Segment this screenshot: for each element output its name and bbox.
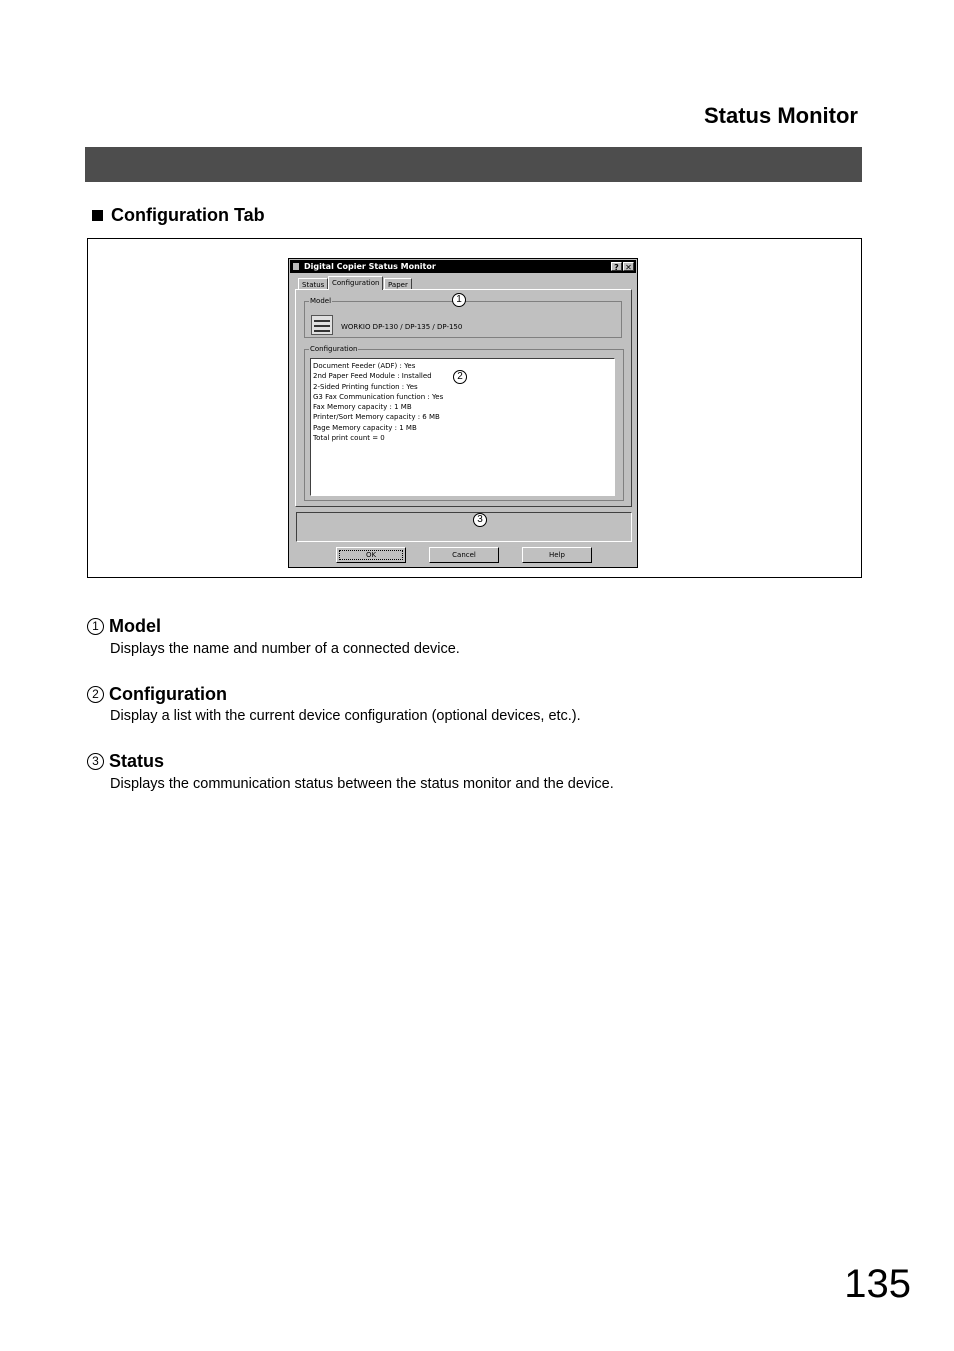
item-description: Displays the name and number of a connected device. — [110, 641, 460, 657]
dialog-title: Digital Copier Status Monitor — [304, 262, 436, 271]
item-title: Status — [109, 751, 165, 771]
tab-configuration[interactable]: Configuration — [328, 276, 383, 290]
item-heading-model — [87, 616, 161, 637]
item-description: Displays the communication status between the status monitor and the device. — [110, 776, 614, 792]
help-button[interactable]: Help — [522, 547, 592, 563]
list-item: Document Feeder (ADF) : Yes — [313, 362, 416, 370]
callout-2: 2 — [453, 370, 467, 384]
callout-3: 3 — [473, 513, 487, 527]
item-description: Display a list with the current device configuration (optional devices, etc.). — [110, 708, 581, 724]
list-item: Page Memory capacity : 1 MB — [313, 423, 417, 432]
configuration-group-label: Configuration — [310, 345, 358, 353]
ok-button-label: OK — [365, 551, 377, 559]
item-number: 1 — [87, 618, 104, 635]
list-item: Printer/Sort Memory capacity : 6 MB — [313, 413, 440, 422]
list-item: Fax Memory capacity : 1 MB — [313, 403, 412, 412]
focus-rect — [339, 550, 403, 560]
dialog-titlebar — [290, 260, 636, 273]
page-header-title: Status Monitor — [704, 103, 858, 128]
status-monitor-dialog — [288, 258, 638, 568]
help-title-button[interactable]: ? — [611, 262, 622, 271]
item-heading-configuration — [87, 684, 227, 705]
section-heading — [92, 205, 265, 226]
tab-paper[interactable]: Paper — [384, 278, 412, 290]
model-value: WORKIO DP-130 / DP-135 / DP-150 — [341, 323, 463, 331]
list-item: Total print count = 0 — [313, 434, 385, 443]
callout-1: 1 — [452, 293, 466, 307]
tab-status[interactable]: Status — [298, 278, 328, 290]
item-number: 2 — [87, 686, 104, 703]
close-icon[interactable]: ✕ — [623, 262, 634, 271]
status-area — [296, 512, 632, 542]
copier-icon — [311, 315, 333, 335]
square-bullet-icon — [92, 210, 103, 221]
model-group-label: Model — [310, 297, 332, 305]
list-item: G3 Fax Communication function : Yes — [313, 392, 444, 401]
list-item: 2nd Paper Feed Module : Installed — [313, 372, 432, 381]
app-icon — [293, 263, 299, 270]
item-number: 3 — [87, 753, 104, 770]
tab-panel — [295, 289, 632, 507]
item-title: Configuration — [109, 684, 227, 704]
item-title: Model — [109, 616, 161, 636]
ok-button[interactable] — [336, 547, 406, 563]
list-item: 2-Sided Printing function : Yes — [313, 382, 418, 391]
model-group — [304, 297, 622, 338]
cancel-button[interactable]: Cancel — [429, 547, 499, 563]
item-heading-status — [87, 751, 164, 772]
section-heading-text: Configuration Tab — [111, 205, 265, 225]
page-number: 135 — [844, 1262, 911, 1306]
header-bar — [85, 147, 862, 182]
